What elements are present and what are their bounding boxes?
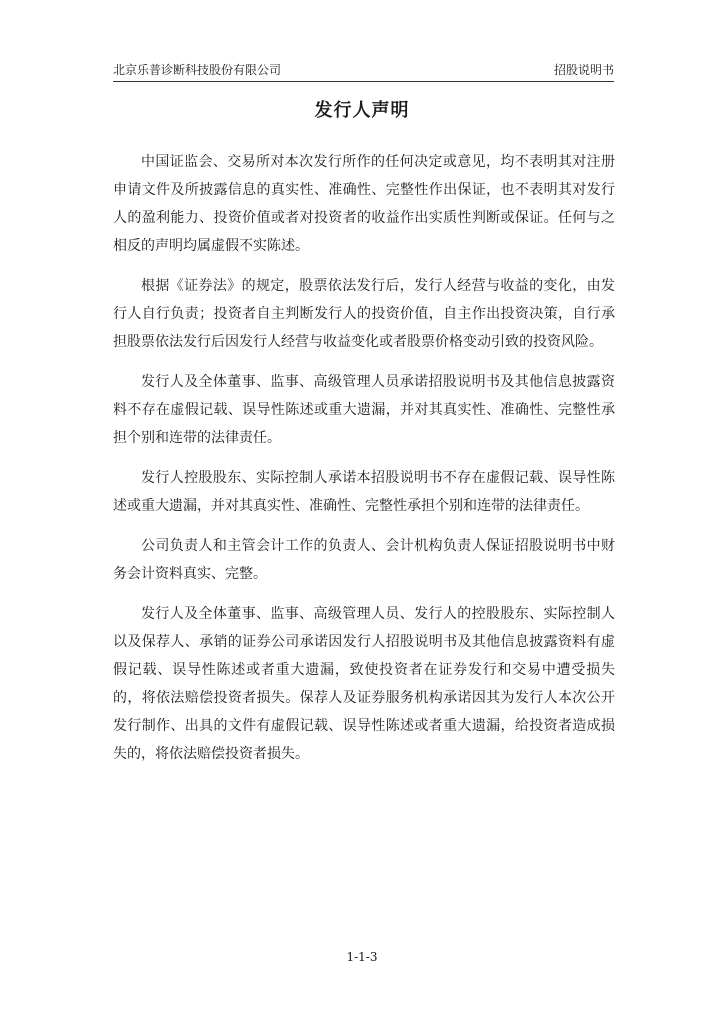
- paragraph-1: 中国证监会、交易所对本次发行所作的任何决定或意见，均不表明其对注册申请文件及所披露信息的真实性、准确性、完整性作出保证，也不表明其对发行人的盈利能力、投资价值或者对投资者的收益作出实质性判断或保证。任何与之相反的声明均属虚假不实陈述。: [113, 154, 615, 254]
- declaration-body: [113, 148, 615, 780]
- header-document-type: 招股说明书: [553, 63, 614, 77]
- header-company-name: 北京乐普诊断科技股份有限公司: [113, 63, 282, 77]
- paragraph-5: 公司负责人和主管会计工作的负责人、会计机构负责人保证招股说明书中财务会计资料真实、完整。: [113, 538, 615, 582]
- paragraph-4: 发行人控股股东、实际控制人承诺本招股说明书不存在虚假记载、误导性陈述或重大遗漏，并对其真实性、准确性、完整性承担个别和连带的法律责任。: [113, 470, 615, 514]
- paragraph-6: 发行人及全体董事、监事、高级管理人员、发行人的控股股东、实际控制人以及保荐人、承销的证券公司承诺因发行人招股说明书及其他信息披露资料有虚假记载、误导性陈述或者重大遗漏，致使投资者在证券发行和交易中遭受损失的，将依法赔偿投资者损失。保荐人及证券服务机构承诺因其为发行人本次公开发行制作、出具的文件有虚假记载、误导性陈述或者重大遗漏，给投资者造成损失的，将依法赔偿投资者损失。: [113, 606, 615, 762]
- page-number: 1-1-3: [346, 950, 378, 964]
- paragraph-3: 发行人及全体董事、监事、高级管理人员承诺招股说明书及其他信息披露资料不存在虚假记载、误导性陈述或重大遗漏，并对其真实性、准确性、完整性承担个别和连带的法律责任。: [113, 374, 615, 446]
- paragraph-2: 根据《证券法》的规定，股票依法发行后，发行人经营与收益的变化，由发行人自行负责；投资者自主判断发行人的投资价值，自主作出投资决策，自行承担股票依法发行后因发行人经营与收益变化或者股票价格变动引致的投资风险。: [113, 278, 615, 350]
- page-title: 发行人声明: [314, 100, 410, 121]
- page-header: [113, 58, 614, 82]
